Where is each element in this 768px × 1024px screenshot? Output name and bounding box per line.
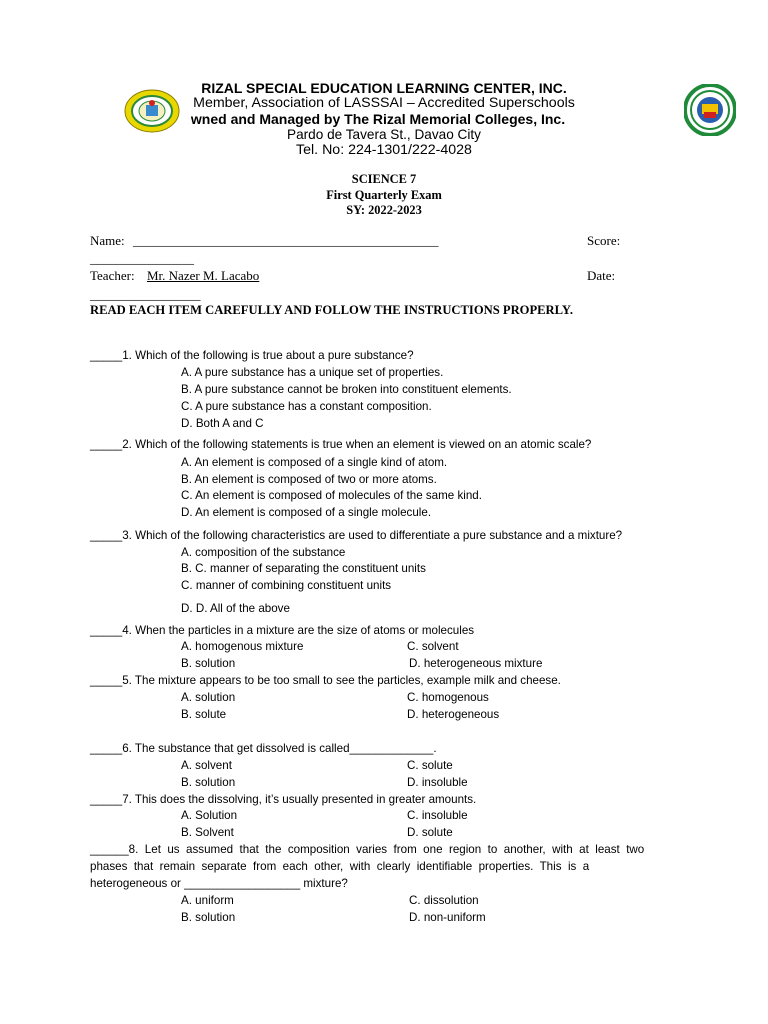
name-label: Name: (90, 233, 125, 248)
question-2-option-c[interactable]: C. An element is composed of molecules of the same kind. (181, 489, 482, 502)
teacher-name: Mr. Nazer M. Lacabo (147, 268, 260, 283)
question-7-option-b[interactable]: B. Solvent (181, 826, 234, 839)
question-1-option-a[interactable]: A. A pure substance has a unique set of properties. (181, 366, 444, 379)
school-telephone: Tel. No: 224-1301/222-4028 (296, 142, 472, 158)
exam-instructions: READ EACH ITEM CAREFULLY AND FOLLOW THE INSTRUCTIONS PROPERLY. (90, 303, 573, 317)
name-field-line[interactable]: _______________________________________________ (133, 233, 439, 248)
question-6-option-c[interactable]: C. solute (407, 759, 453, 772)
question-7-option-c[interactable]: C. insoluble (407, 809, 468, 822)
question-8-line-2: phases that remain separate from each other, with clearly identifiable properties. This is a (90, 860, 590, 873)
exam-school-year: SY: 2022-2023 (346, 203, 422, 217)
exam-title: First Quarterly Exam (326, 188, 442, 202)
question-6-option-b[interactable]: B. solution (181, 776, 236, 789)
question-1-option-c[interactable]: C. A pure substance has a constant composition. (181, 400, 432, 413)
question-8-option-c[interactable]: C. dissolution (409, 894, 479, 907)
question-2-option-d[interactable]: D. An element is composed of a single molecule. (181, 506, 432, 519)
question-3: _____3. Which of the following characteristics are used to differentiate a pure substance and a mixture? (90, 529, 623, 542)
question-4: _____4. When the particles in a mixture are the size of atoms or molecules (90, 624, 475, 637)
question-4-option-b[interactable]: B. solution (181, 657, 236, 670)
question-4-option-d[interactable]: D. heterogeneous mixture (409, 657, 543, 670)
question-3-option-a[interactable]: A. composition of the substance (181, 546, 346, 559)
question-7-option-a[interactable]: A. Solution (181, 809, 238, 822)
question-3-option-c[interactable]: C. manner of combining constituent units (181, 579, 392, 592)
question-2-option-a[interactable]: A. An element is composed of a single kind of atom. (181, 456, 448, 469)
question-8-option-d[interactable]: D. non-uniform (409, 911, 486, 924)
question-8-option-b[interactable]: B. solution (181, 911, 236, 924)
teacher-label: Teacher: (90, 268, 135, 283)
question-8-option-a[interactable]: A. uniform (181, 894, 234, 907)
score-field-line[interactable]: ________________ (90, 251, 194, 266)
school-owner: wned and Managed by The Rizal Memorial Colleges, Inc. (190, 111, 566, 127)
question-5-option-c[interactable]: C. homogenous (407, 691, 489, 704)
question-2-option-b[interactable]: B. An element is composed of two or more atoms. (181, 473, 437, 486)
question-3-option-b[interactable]: B. C. manner of separating the constituent units (181, 562, 426, 575)
date-label: Date: (587, 268, 616, 283)
question-5: _____5. The mixture appears to be too small to see the particles, example milk and cheese. (90, 674, 561, 687)
question-1-option-d[interactable]: D. Both A and C (181, 417, 264, 430)
exam-subject: SCIENCE 7 (351, 172, 417, 186)
question-8-line-1: ______8. Let us assumed that the composition varies from one region to another, with at least two (90, 843, 645, 856)
question-3-option-d[interactable]: D. D. All of the above (181, 602, 290, 615)
question-5-option-b[interactable]: B. solute (181, 708, 227, 721)
question-8-line-3: heterogeneous or __________________ mixture? (90, 877, 348, 890)
question-6-option-a[interactable]: A. solvent (181, 759, 232, 772)
question-5-option-a[interactable]: A. solution (181, 691, 236, 704)
date-field-line[interactable]: _________________ (90, 287, 201, 302)
question-6-option-d[interactable]: D. insoluble (407, 776, 468, 789)
question-4-option-a[interactable]: A. homogenous mixture (181, 640, 304, 653)
question-1-option-b[interactable]: B. A pure substance cannot be broken into constituent elements. (181, 383, 512, 396)
school-name: RIZAL SPECIAL EDUCATION LEARNING CENTER, INC. (201, 80, 567, 96)
school-address: Pardo de Tavera St., Davao City (287, 127, 481, 142)
question-7: _____7. This does the dissolving, it’s usually presented in greater amounts. (90, 793, 477, 806)
question-4-option-c[interactable]: C. solvent (407, 640, 459, 653)
question-2: _____2. Which of the following statements is true when an element is viewed on an atomic scale? (90, 438, 592, 451)
school-membership: Member, Association of LASSSAI – Accredited Superschools (193, 95, 575, 111)
question-7-option-d[interactable]: D. solute (407, 826, 453, 839)
question-5-option-d[interactable]: D. heterogeneous (407, 708, 500, 721)
score-label: Score: (587, 233, 621, 248)
question-6: _____6. The substance that get dissolved is called_____________. (90, 742, 437, 755)
question-1: _____1. Which of the following is true about a pure substance? (90, 349, 414, 362)
